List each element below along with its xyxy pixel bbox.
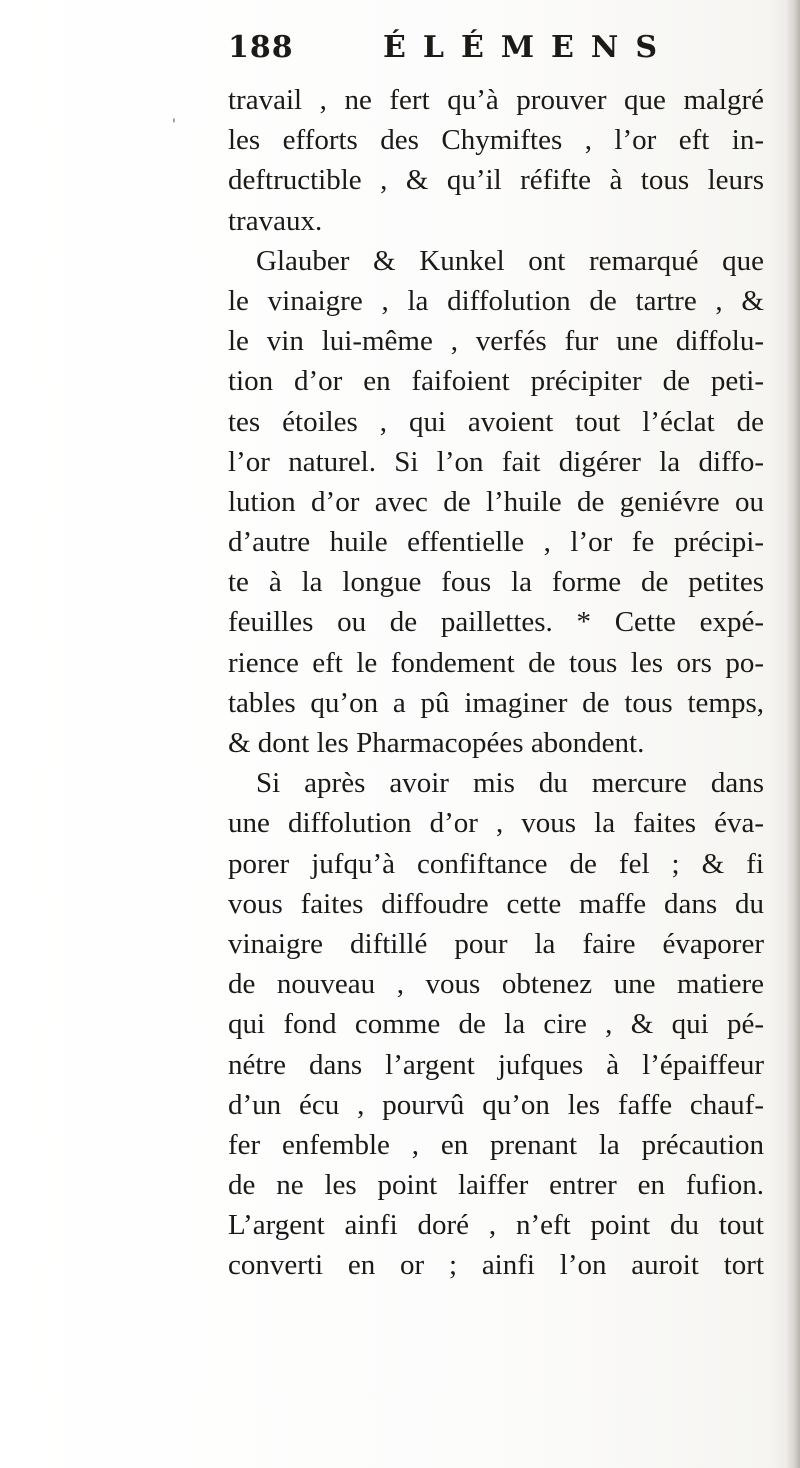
text-line: L’argent ainfi doré , n’eft point du tout <box>228 1209 764 1242</box>
text-line: travaux. <box>228 204 323 237</box>
text-line: & dont les Pharmacopées abondent. <box>228 727 645 759</box>
margin-mark: ' <box>172 117 176 133</box>
text-line: rience eft le fondement de tous les ors po- <box>228 646 764 679</box>
text-line: qui fond comme de la cire , & qui pé- <box>228 1008 764 1041</box>
text-line: les efforts des Chymiftes , l’or eft in- <box>228 124 764 157</box>
text-line: d’un écu , pourvû qu’on les faffe chauf- <box>228 1088 764 1121</box>
text-line: feuilles ou de paillettes. * Cette expé- <box>228 606 764 639</box>
text-line: lution d’or avec de l’huile de geniévre ou <box>228 485 764 518</box>
text-line: le vinaigre , la diffolution de tartre , & <box>228 284 764 317</box>
text-line: deftructible , & qu’il réfifte à tous leurs <box>228 164 764 197</box>
text-line: Glauber & Kunkel ont remarqué que <box>256 244 764 277</box>
text-line: tion d’or en faifoient précipiter de peti- <box>228 365 764 398</box>
text-line: porer jufqu’à confiftance de fel ; & fi <box>228 847 764 880</box>
text-line: tables qu’on a pû imaginer de tous temps, <box>228 686 764 719</box>
text-line: de nouveau , vous obtenez une matiere <box>228 968 764 1001</box>
text-line: travail , ne fert qu’à prouver que malgré <box>228 84 764 116</box>
text-line: le vin lui-même , verfés fur une diffolu- <box>228 325 764 358</box>
text-line: te à la longue fous la forme de petites <box>228 566 764 599</box>
text-line: Si après avoir mis du mercure dans <box>256 767 764 800</box>
text-line: vinaigre diftillé pour la faire évaporer <box>228 927 764 960</box>
text-line: d’autre huile effentielle , l’or fe précipi- <box>228 526 764 559</box>
text-line: tes étoiles , qui avoient tout l’éclat de <box>228 405 764 438</box>
text-line: une diffolution d’or , vous la faites éva- <box>228 807 764 840</box>
text-line: l’or naturel. Si l’on fait digérer la diffo- <box>228 445 764 478</box>
text-line: converti en or ; ainfi l’on auroit tort <box>228 1249 764 1282</box>
running-head: ÉLÉMENS <box>383 30 674 65</box>
page-header <box>228 30 688 70</box>
text-line: vous faites diffoudre cette maffe dans du <box>228 887 764 920</box>
body-text <box>228 80 764 1286</box>
text-line: nétre dans l’argent jufques à l’épaiffeur <box>228 1048 764 1081</box>
text-line: de ne les point laiffer entrer en fufion. <box>228 1169 764 1202</box>
binding-edge-shadow <box>786 0 800 1468</box>
page-number: 188 <box>228 30 294 65</box>
text-line: fer enfemble , en prenant la précaution <box>228 1128 764 1161</box>
